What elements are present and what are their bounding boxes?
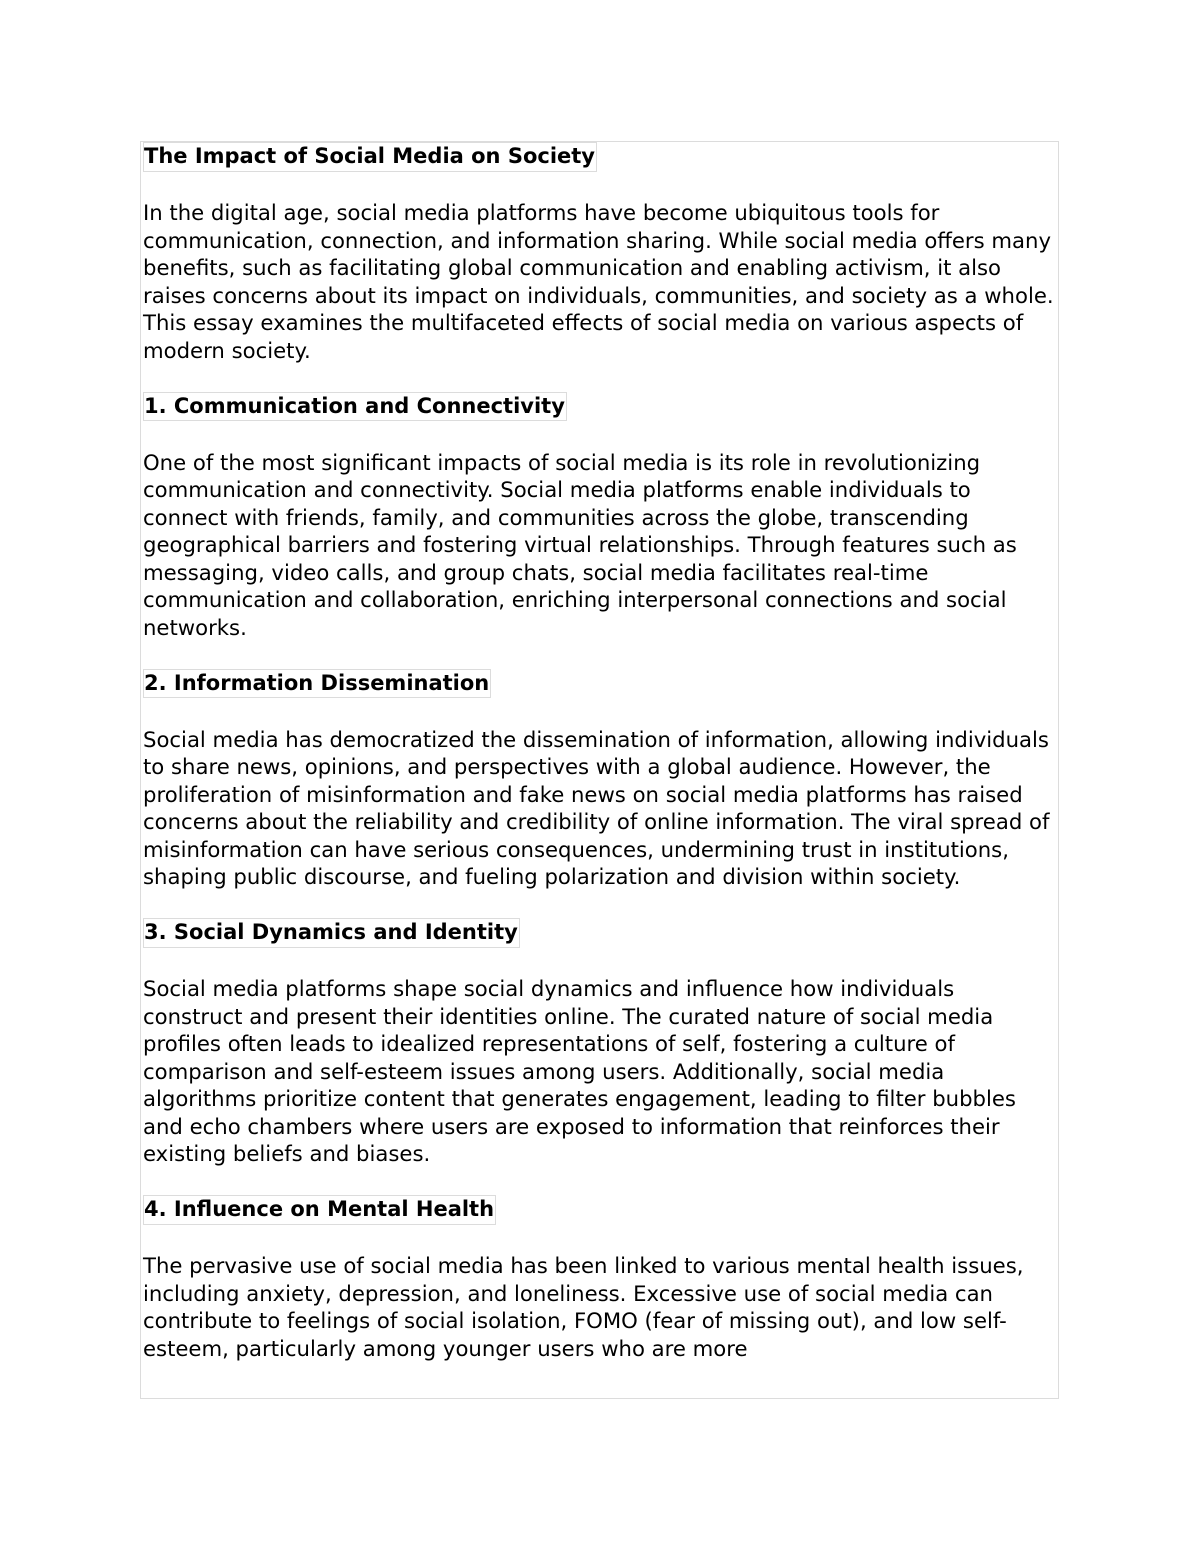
section-information (143, 669, 1058, 919)
document-title: The Impact of Social Media on Society (143, 142, 597, 172)
section-social-dynamics (143, 918, 1058, 1195)
spacer (143, 641, 1058, 669)
spacer (143, 891, 1058, 919)
spacer (143, 1168, 1058, 1196)
document-page (140, 141, 1059, 1399)
section-body: The pervasive use of social media has been linked to various mental health issues, including anxiety, depression, and loneliness. Excessive use of social media can contribute to feelings of social isolation, FOMO (fear of missing out), and low self-esteem, particularly among younger users who are more (143, 1253, 1024, 1361)
section-communication (143, 392, 1058, 669)
section-heading: 2. Information Dissemination (143, 669, 491, 699)
section-heading: 3. Social Dynamics and Identity (143, 918, 520, 948)
section-heading: 4. Influence on Mental Health (143, 1195, 496, 1225)
section-body: One of the most significant impacts of social media is its role in revolutionizing communication and connectivity. Social media platforms enable individuals to connect with friends, family, and communities across the globe, transcending geographical barriers and fostering virtual relationships. Through features such as messaging, video calls, and group chats, social media facilitates real-time communication and collaboration, enriching interpersonal connections and social networks. (143, 449, 1017, 640)
section-body: Social media has democratized the dissemination of information, allowing individuals to share news, opinions, and perspectives with a global audience. However, the proliferation of misinformation and fake news on social media platforms has raised concerns about the reliability and credibility of online information. The viral spread of misinformation can have serious consequences, undermining trust in institutions, shaping public discourse, and fueling polarization and division within society. (143, 726, 1050, 889)
document-content (143, 142, 1058, 1362)
spacer (143, 948, 1058, 976)
section-heading: 1. Communication and Connectivity (143, 392, 567, 422)
spacer (143, 364, 1058, 392)
spacer (143, 172, 1058, 200)
spacer (143, 698, 1058, 726)
spacer (143, 421, 1058, 449)
intro-paragraph: In the digital age, social media platforms have become ubiquitous tools for communication, connection, and information sharing. While social media offers many benefits, such as facilitating global communication and enabling activism, it also raises concerns about its impact on individuals, communities, and society as a whole. This essay examines the multifaceted effects of social media on various aspects of modern society. (143, 200, 1054, 363)
spacer (143, 1225, 1058, 1253)
section-body: Social media platforms shape social dynamics and influence how individuals construct and present their identities online. The curated nature of social media profiles often leads to idealized representations of self, fostering a culture of comparison and self-esteem issues among users. Additionally, social media algorithms prioritize content that generates engagement, leading to filter bubbles and echo chambers where users are exposed to information that reinforces their existing beliefs and biases. (143, 976, 1016, 1166)
section-mental-health (143, 1195, 1058, 1362)
